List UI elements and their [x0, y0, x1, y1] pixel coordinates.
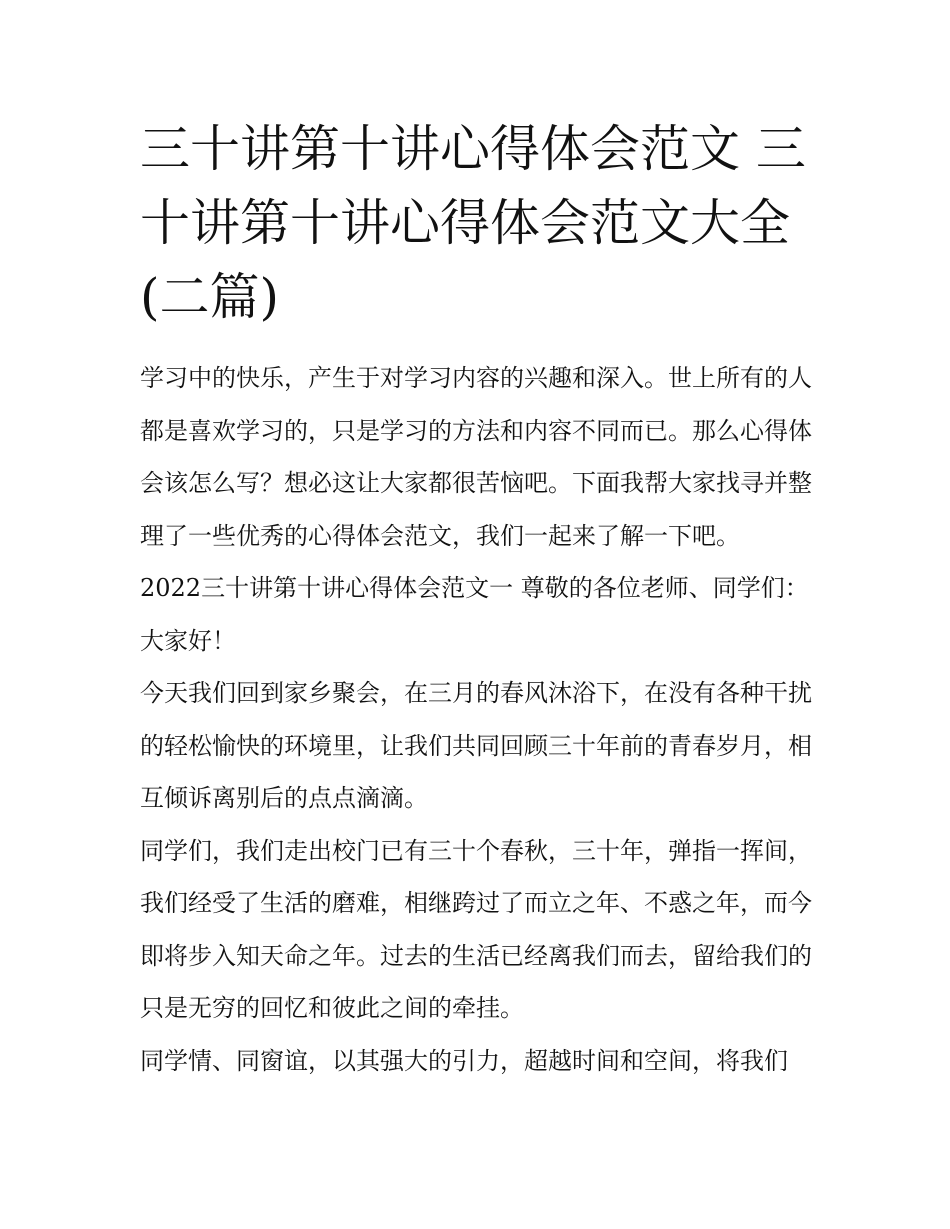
document-title: 三十讲第十讲心得体会范文 三十讲第十讲心得体会范文大全(二篇) [140, 120, 806, 326]
paragraph-friendship: 同学情、同窗谊，以其强大的引力，超越时间和空间，将我们 [140, 1046, 788, 1075]
document-body [140, 352, 812, 1087]
paragraph-greeting: 2022三十讲第十讲心得体会范文一 尊敬的各位老师、同学们： 大家好！ [140, 574, 809, 655]
paragraph-gathering: 今天我们回到家乡聚会，在三月的春风沐浴下，在没有各种干扰的轻松愉快的环境里，让我们共同回顾三十年前的青春岁月，相互倾诉离别后的点点滴滴。 [140, 679, 812, 812]
paragraph-intro: 学习中的快乐，产生于对学习内容的兴趣和深入。世上所有的人都是喜欢学习的，只是学习的方法和内容不同而已。那么心得体会该怎么写？想必这让大家都很苦恼吧。下面我帮大家找寻并整理了一些优秀的心得体会范文，我们一起来了解一下吧。 [140, 364, 812, 550]
paragraph-thirty-years: 同学们，我们走出校门已有三十个春秋，三十年，弹指一挥间，我们经受了生活的磨难，相继跨过了而立之年、不惑之年，而今即将步入知天命之年。过去的生活已经离我们而去，留给我们的只是无穷的回忆和彼此之间的牵挂。 [140, 836, 812, 1022]
